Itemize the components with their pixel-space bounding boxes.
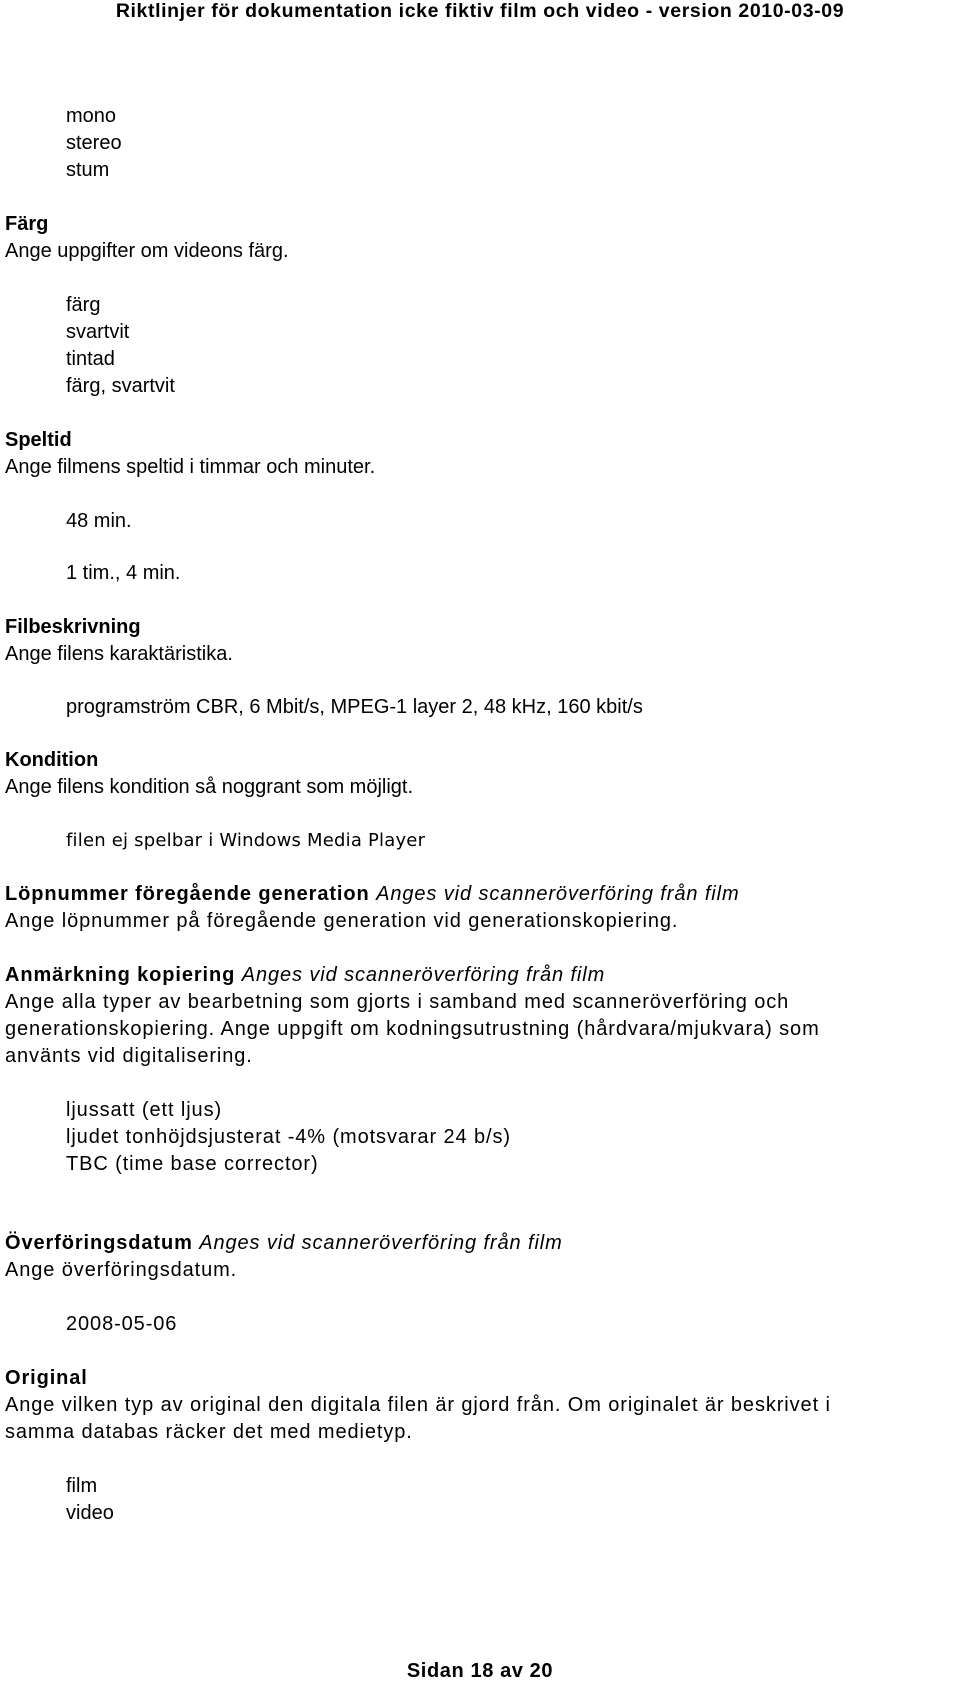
filbeskrivning-example: programström CBR, 6 Mbit/s, MPEG-1 layer 2, 48 kHz, 160 kbit/s (66, 696, 643, 718)
section-description-overforingsdatum: Ange överföringsdatum. (5, 1259, 238, 1281)
anmarkning-example-2: ljudet tonhöjdsjusterat -4% (motsvarar 24 b/s) (66, 1126, 511, 1148)
section-heading-kondition: Kondition (5, 749, 99, 771)
anmarkning-description-line-2: generationskopiering. Ange uppgift om kodningsutrustning (hårdvara/mjukvara) som (5, 1018, 820, 1040)
anmarkning-description-line-3: använts vid digitalisering. (5, 1045, 253, 1067)
section-description-farg: Ange uppgifter om videons färg. (5, 240, 289, 262)
section-heading-overforingsdatum: Överföringsdatum (5, 1232, 193, 1254)
section-heading-filbeskrivning: Filbeskrivning (5, 616, 141, 638)
section-heading-farg: Färg (5, 213, 49, 235)
original-example-video: video (66, 1502, 114, 1524)
section-description-filbeskrivning: Ange filens karaktäristika. (5, 643, 233, 665)
original-example-film: film (66, 1475, 98, 1497)
farg-example-2: svartvit (66, 321, 130, 343)
page-header: Riktlinjer för dokumentation icke fiktiv film och video - version 2010-03-09 (115, 0, 845, 22)
farg-example-1: färg (66, 294, 101, 316)
section-heading-speltid: Speltid (5, 429, 72, 451)
section-overforingsdatum-title-line (5, 1230, 563, 1256)
anmarkning-example-3: TBC (time base corrector) (66, 1153, 319, 1175)
section-anmarkning-title-line (5, 962, 605, 988)
section-lopnummer-title-line (5, 881, 740, 907)
section-heading-anmarkning: Anmärkning kopiering (5, 964, 236, 986)
section-note-lopnummer: Anges vid scanneröverföring från film (376, 883, 740, 905)
sound-example-stum: stum (66, 159, 110, 181)
section-description-speltid: Ange filmens speltid i timmar och minuter. (5, 456, 376, 478)
original-description-line-2: samma databas räcker det med medietyp. (5, 1421, 413, 1443)
speltid-example-1: 48 min. (66, 510, 132, 532)
anmarkning-example-1: ljussatt (ett ljus) (66, 1099, 223, 1121)
section-heading-original: Original (5, 1367, 88, 1389)
sound-example-mono: mono (66, 105, 117, 127)
section-heading-lopnummer: Löpnummer föregående generation (5, 883, 370, 905)
farg-example-3: tintad (66, 348, 115, 370)
original-description-line-1: Ange vilken typ av original den digitala filen är gjord från. Om originalet är beskrivet i (5, 1394, 831, 1416)
farg-example-4: färg, svartvit (66, 375, 175, 397)
section-description-lopnummer: Ange löpnummer på föregående generation vid generationskopiering. (5, 910, 679, 932)
section-note-anmarkning: Anges vid scanneröverföring från film (241, 964, 606, 986)
speltid-example-2: 1 tim., 4 min. (66, 562, 181, 584)
sound-example-stereo: stereo (66, 132, 122, 154)
anmarkning-description-line-1: Ange alla typer av bearbetning som gjorts i samband med scanneröverföring och (5, 991, 790, 1013)
page-footer: Sidan 18 av 20 (406, 1660, 554, 1682)
section-description-kondition: Ange filens kondition så noggrant som möjligt. (5, 776, 414, 798)
section-note-overforingsdatum: Anges vid scanneröverföring från film (199, 1232, 563, 1254)
overforingsdatum-example: 2008-05-06 (66, 1313, 178, 1335)
kondition-example: filen ej spelbar i Windows Media Player (66, 830, 426, 851)
